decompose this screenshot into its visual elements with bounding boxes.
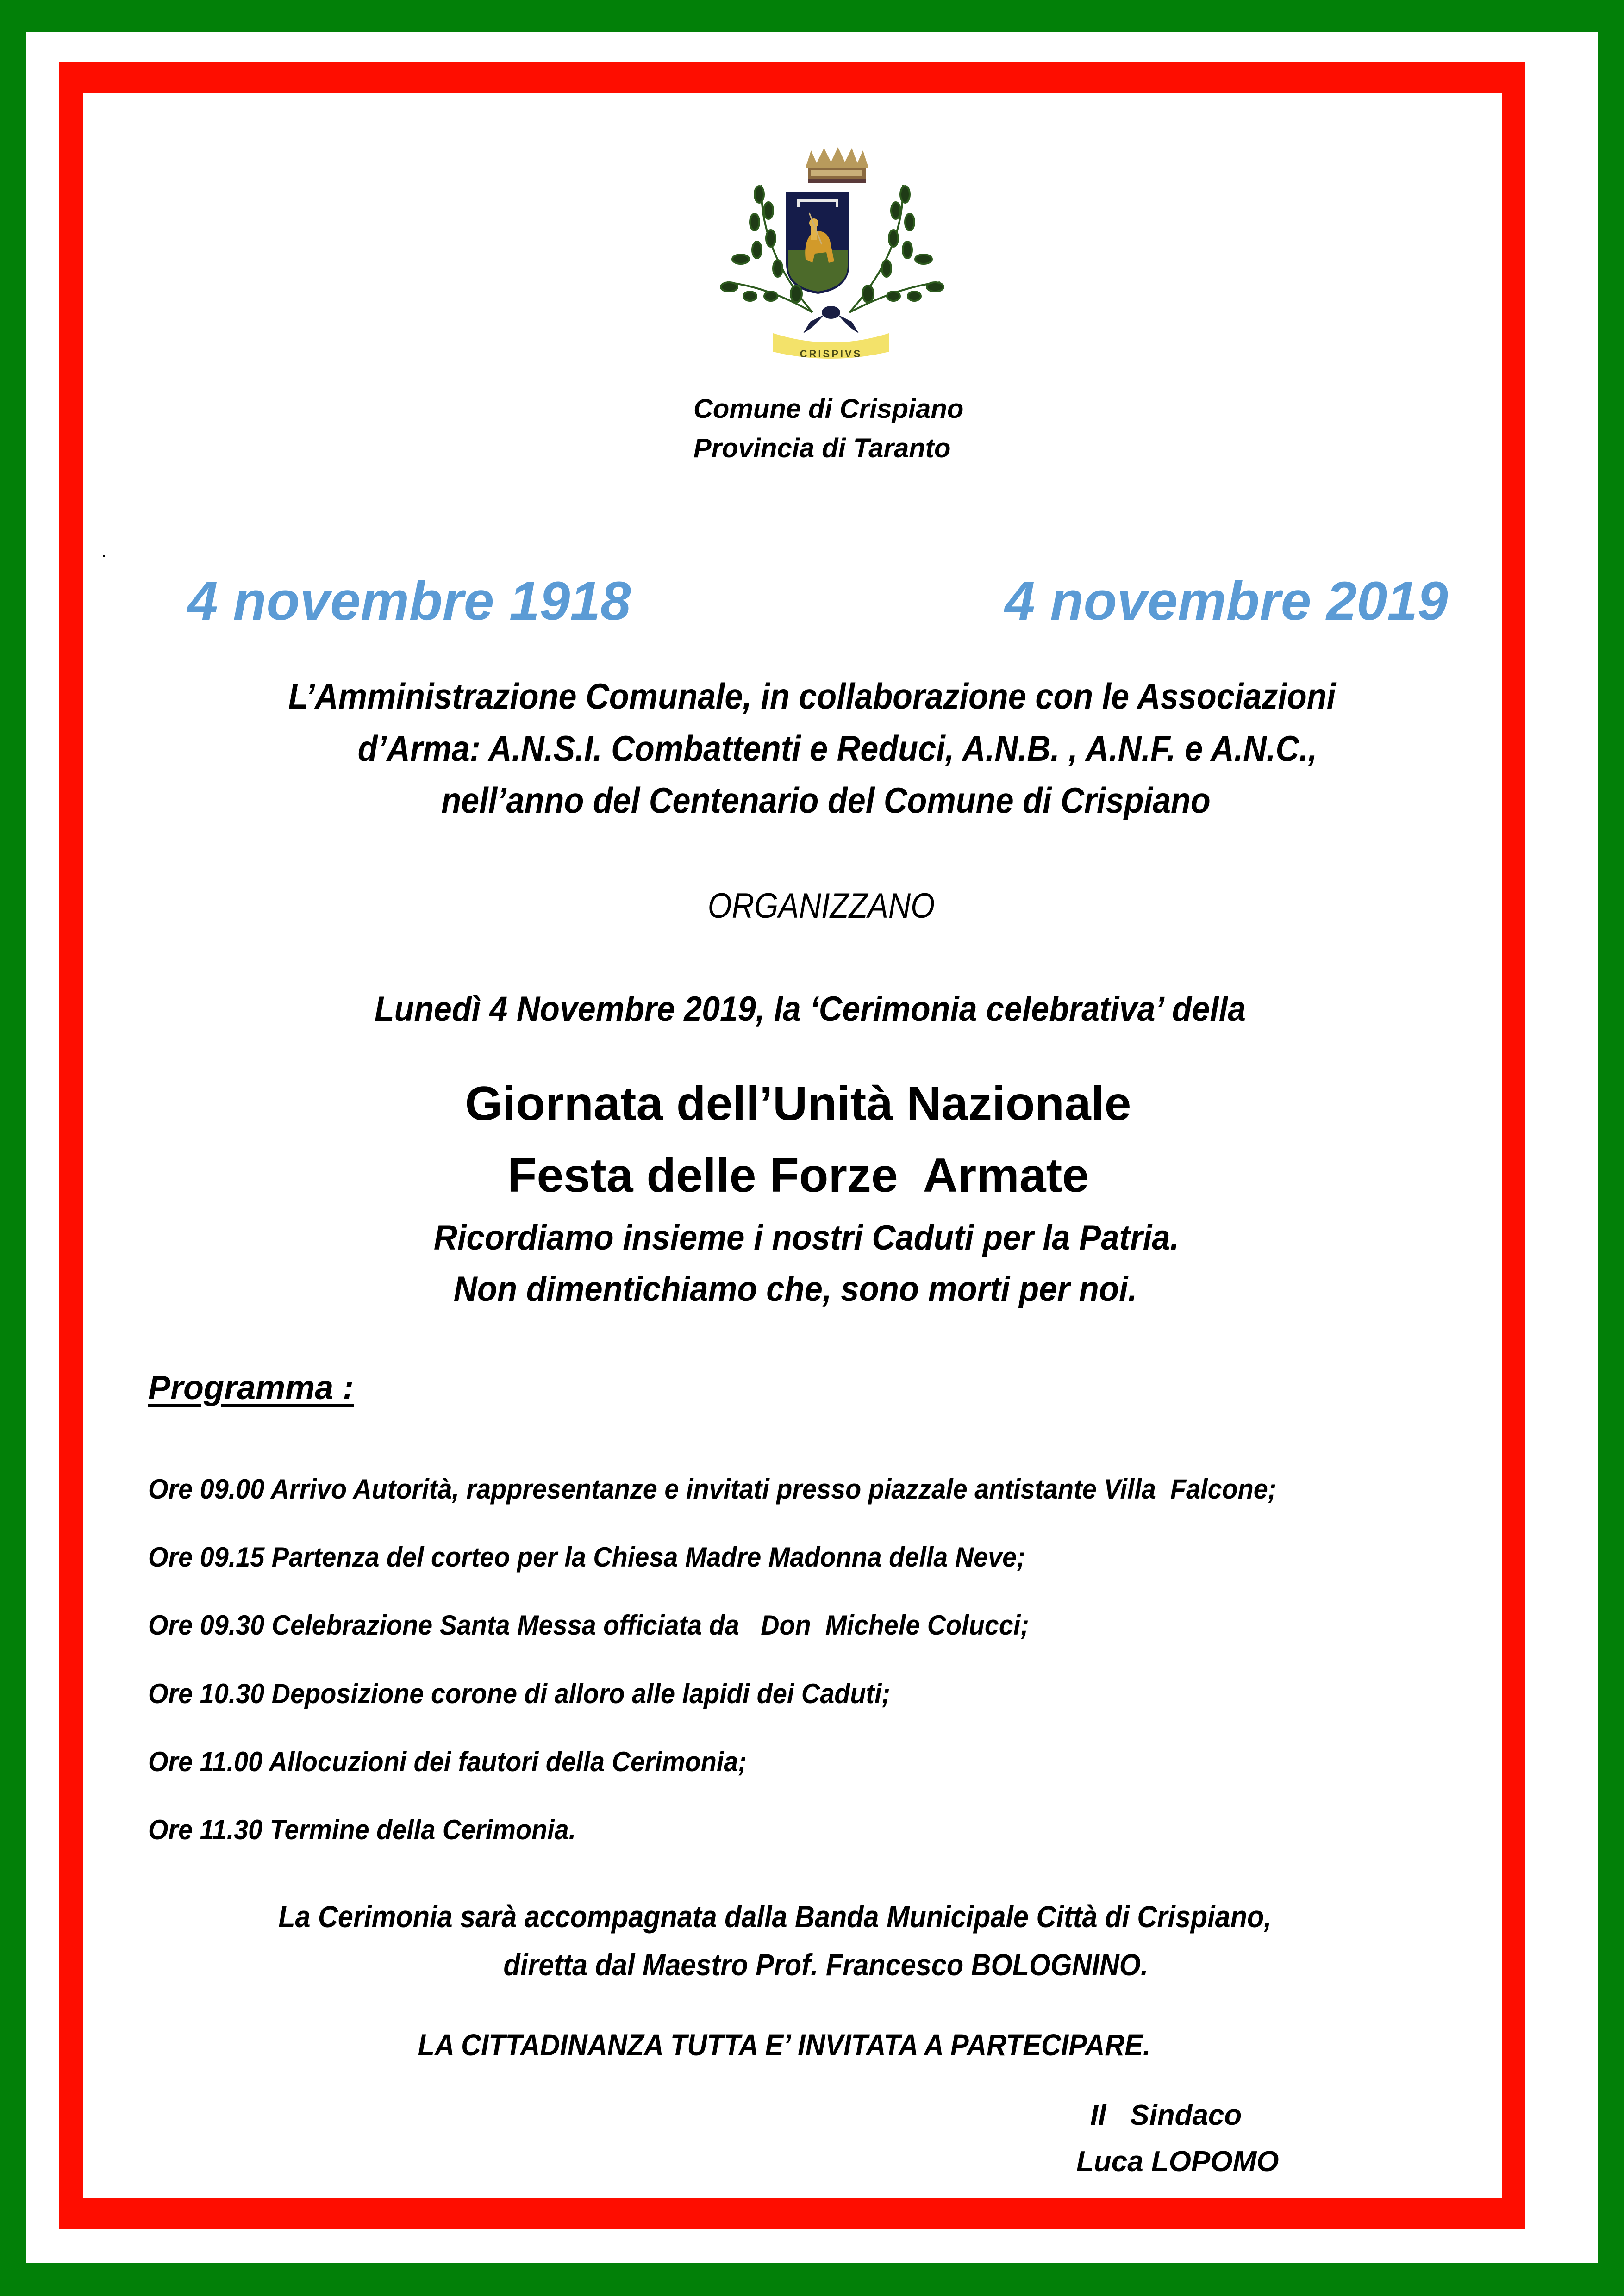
citizens-invitation: LA CITTADINANZA TUTTA E’ INVITATA A PARTECIPARE.: [418, 2028, 1151, 2062]
mayor-title: Il Sindaco: [1090, 2099, 1242, 2131]
remembrance-line-1: Ricordiamo insieme i nostri Caduti per la Patria.: [433, 1218, 1180, 1257]
event-date-line: Lunedì 4 Novembre 2019, la ‘Cerimonia celebrativa’ della: [374, 989, 1246, 1029]
date-2019: 4 novembre 2019: [1005, 571, 1448, 632]
program-item: Ore 09.00 Arrivo Autorità, rappresentanze e invitati presso piazzale antistante Villa Falcone;: [148, 1474, 1277, 1505]
program-item: Ore 10.30 Deposizione corone di alloro alle lapidi dei Caduti;: [148, 1678, 891, 1709]
program-item: Ore 09.15 Partenza del corteo per la Chiesa Madre Madonna della Neve;: [148, 1542, 1025, 1573]
province-name: Provincia di Taranto: [693, 433, 951, 463]
shield-icon: [786, 192, 849, 294]
date-1918: 4 novembre 1918: [187, 571, 631, 632]
intro-line-3: nell’anno del Centenario del Comune di Crispiano: [441, 780, 1211, 821]
program-item: Ore 09.30 Celebrazione Santa Messa officiata da Don Michele Colucci;: [148, 1610, 1030, 1641]
organizzano-label: ORGANIZZANO: [707, 886, 935, 926]
band-accompaniment-line: La Cerimonia sarà accompagnata dalla Banda Municipale Città di Crispiano,: [278, 1899, 1272, 1934]
program-heading: Programma :: [148, 1369, 354, 1406]
conductor-line: diretta dal Maestro Prof. Francesco BOLOGNINO.: [503, 1948, 1149, 1982]
stray-dot: [103, 555, 105, 557]
title-festa-forze-armate: Festa delle Forze Armate: [507, 1149, 1089, 1202]
crown-icon: [806, 147, 868, 183]
intro-line-1: L’Amministrazione Comunale, in collaborazione con le Associazioni: [288, 676, 1336, 716]
motto-text: CRISPIVS: [800, 348, 862, 360]
mayor-name: Luca LOPOMO: [1076, 2146, 1279, 2178]
program-item: Ore 11.30 Termine della Cerimonia.: [148, 1814, 576, 1845]
intro-line-2: d’Arma: A.N.S.I. Combattenti e Reduci, A.N.B. , A.N.F. e A.N.C.,: [357, 728, 1318, 769]
title-giornata-unita-nazionale: Giornata dell’Unità Nazionale: [465, 1077, 1131, 1131]
motto-scroll: [773, 333, 889, 360]
coat-of-arms-icon: [690, 134, 972, 375]
municipality-name: Comune di Crispiano: [693, 394, 964, 424]
remembrance-line-2: Non dimentichiamo che, sono morti per noi.: [453, 1269, 1137, 1309]
program-item: Ore 11.00 Allocuzioni dei fautori della Cerimonia;: [148, 1746, 747, 1777]
